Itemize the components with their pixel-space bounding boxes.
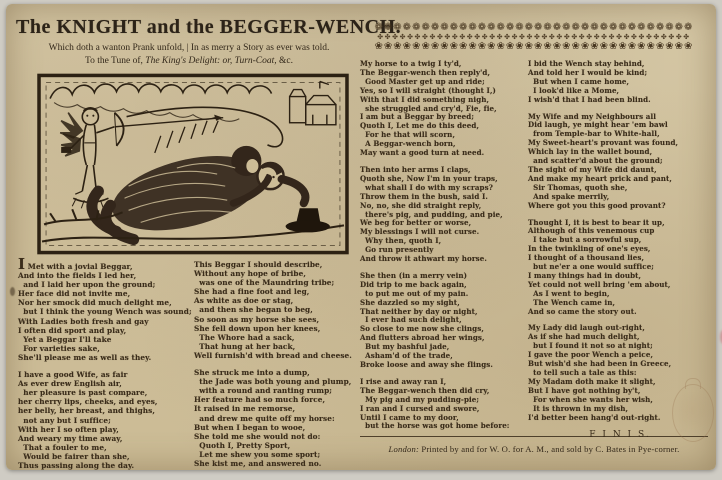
verse-line: That neither by day or night,	[360, 306, 478, 316]
verse-line: That hung at her back,	[194, 341, 296, 351]
verse-line: That a fouler to me,	[18, 442, 107, 452]
imprint-place: London:	[388, 444, 420, 454]
verse-line: And throw it athwart my horse.	[360, 254, 487, 264]
verse-line: In the twinkling of one's eyes,	[528, 244, 651, 254]
embossed-stamp	[672, 384, 714, 442]
verse-line: I have a good Wife, as fair	[18, 370, 128, 380]
verse-line: She had a fine foot and leg,	[194, 287, 310, 297]
verse-line: We beg for better or worse,	[360, 218, 472, 228]
ornament-band	[356, 22, 712, 52]
verse-line: My horse to a twig I ty'd,	[360, 59, 462, 68]
verse-line: I often did sport and play,	[18, 325, 127, 335]
verse-line: With that I did something nigh,	[360, 94, 490, 104]
verse-line: And spake merrily,	[528, 191, 610, 201]
verse-line: her belly, her breast, and thighs,	[18, 406, 156, 416]
verse-line: I gave the poor Wench a peice,	[528, 350, 654, 360]
cupid-torso	[83, 125, 96, 165]
finis-label: F I N I S.	[589, 430, 651, 441]
verse-line: It raised in me remorse,	[194, 404, 296, 414]
verse-line: I wish'd that I had been blind.	[528, 94, 651, 104]
verse-line: It is thrown in my dish,	[528, 403, 629, 413]
verse-line: May want a good turn at need.	[360, 148, 485, 158]
page-title: The KNIGHT and the BEGGER-WENCH.	[16, 16, 402, 38]
verse-line: No, no, she did straight reply,	[360, 200, 482, 210]
verse-line: I look'd like a Mome,	[528, 85, 620, 95]
verse-line: I thought of a thousand lies,	[528, 253, 645, 263]
verse-line: Which lay in the wallet bound,	[528, 147, 653, 157]
grass-spikes	[155, 121, 218, 153]
verse-line: Nor her smock did much delight me,	[18, 298, 172, 308]
cupid-arm	[96, 127, 114, 133]
broadside-sheet	[6, 4, 716, 470]
castle	[290, 81, 336, 124]
verse-line: Then into her arms I claps,	[360, 164, 471, 174]
verse-line: As I went to begin,	[528, 288, 610, 298]
ornament-row-3: ❀❀❀❀❀❀❀❀❀❀❀❀❀❀❀❀❀❀❀❀❀❀❀❀❀❀❀❀❀❀❀❀❀❀	[374, 41, 694, 52]
verse-line: Quoth she, Now I'm in your traps,	[360, 173, 498, 183]
verse-line: My Madam doth make it slight,	[528, 376, 656, 386]
right-verse-columns	[360, 60, 712, 440]
verse-line: With her I so often play,	[18, 424, 119, 434]
verse-line: I bid the Wench stay behind,	[528, 59, 645, 68]
verse-line: what shall I do with my scraps?	[360, 182, 493, 192]
verse-line: Although of this venemous cup	[528, 226, 655, 236]
verse-line: And into the fields I led her,	[18, 271, 137, 281]
woodcut-illustration	[36, 72, 350, 256]
imprint-line	[356, 444, 712, 454]
verse-line: Yet could not well bring 'em about,	[528, 279, 671, 289]
verse-line: So soon as my horse she sees,	[194, 314, 320, 324]
verse-line: My Lady did laugh out-right,	[528, 323, 645, 333]
verse-line: Throw them in the bush, said I.	[360, 191, 488, 201]
verse-line: For he that will scorn,	[360, 130, 456, 140]
stanza	[360, 60, 520, 158]
verse-line: I am but a Beggar by breed;	[360, 112, 475, 122]
stanza	[360, 272, 520, 370]
verse-line: So close to me now she clings,	[360, 324, 484, 334]
cupid-head	[82, 109, 98, 125]
verse-line: My Sweet-heart's provant was found,	[528, 138, 679, 148]
verse-line: The Beggar-wench then did cry,	[360, 385, 490, 395]
verse-line: But when I began to wooe,	[194, 422, 306, 432]
verse-line: She'll please me as well as they.	[18, 352, 152, 362]
subtitle: Which doth a wanton Prank unfold, | In as merry a Story as ever was told.	[48, 43, 330, 53]
verse-line: Sir Thomas, quoth she,	[528, 182, 628, 192]
verse-line: to tell such a tale as this:	[528, 368, 637, 377]
verse-line: Would be fairer than she,	[18, 451, 130, 461]
verse-line: the Jade was both young and plump,	[194, 377, 352, 387]
verse-line: Go run presently	[360, 245, 434, 255]
stanza	[360, 166, 520, 264]
tune-suffix: &c.	[279, 56, 294, 66]
verse-line: Yes, so I will straight (thought I,)	[360, 85, 496, 95]
verse-line: As if she had much delight,	[528, 332, 640, 342]
stanza	[194, 368, 362, 468]
verse-line: But I have got nothing by't,	[528, 385, 641, 395]
verse-line: As ever drew English air,	[18, 379, 122, 389]
verse-line: My Wife and my Neighbours all	[528, 111, 657, 121]
verse-line: The Beggar-wench then reply'd,	[360, 67, 491, 77]
verse-line: But when I came home,	[528, 76, 630, 86]
verse-line: As white as doe or stag,	[194, 296, 294, 306]
verse-line: and I laid her upon the ground;	[18, 280, 156, 290]
verse-line: I'd better been hang'd out-right.	[528, 412, 661, 422]
verse-line: For when she wants her wish,	[528, 394, 653, 404]
verse-line: she struggled and cry'd, Fie, fie,	[360, 103, 497, 113]
verse-column-3	[360, 60, 520, 440]
verse-line: Why then, quoth I,	[360, 236, 442, 246]
embracing-couple	[92, 121, 306, 244]
verse-line: Did trip to me back again,	[360, 279, 467, 289]
verse-line: but I think the young Wench was sound;	[18, 307, 192, 317]
verse-line: Without any hope of bribe,	[194, 269, 307, 279]
verse-line: Let me shew you some sport;	[194, 449, 321, 459]
verse-line: And make my heart prick and pant,	[528, 173, 672, 183]
verse-line: But wish'd she had been in Greece,	[528, 359, 672, 369]
stanza	[194, 260, 362, 360]
verse-line: I Met with a jovial Beggar,	[18, 255, 133, 273]
verse-line: My pig and my pudding-pie;	[360, 394, 480, 404]
verse-line: She fell down upon her knees,	[194, 323, 321, 333]
verse-line: there's pig, and pudding, and pie,	[360, 209, 503, 219]
verse-line: I many things had in doubt,	[528, 270, 642, 280]
verse-line: her cherry lips, cheeks, and eyes,	[18, 397, 158, 407]
stanza	[18, 370, 186, 470]
verse-line: Thus passing along the day.	[18, 460, 135, 470]
verse-column-2	[194, 260, 362, 478]
verse-line: Yet a Beggar I'll take	[18, 334, 112, 344]
verse-line: Quoth I, Pretty Sport,	[194, 440, 291, 450]
cupid-legs	[82, 165, 96, 191]
verse-line: I ran and I cursed and swore,	[360, 403, 480, 413]
verse-line: Where got you this good provant?	[528, 200, 666, 210]
hat	[286, 208, 330, 232]
verse-line: to put me out of my pain.	[360, 288, 469, 298]
verse-line: She told me she would not do:	[194, 431, 321, 441]
verse-line: and then she began to beg,	[194, 305, 313, 315]
imprint-divider	[360, 436, 708, 437]
verse-line: Her face did not invite me,	[18, 289, 131, 299]
left-verse-columns	[18, 255, 362, 478]
verse-line: And weary my time away,	[18, 433, 123, 443]
stanza	[528, 60, 712, 105]
verse-line: She dazzled so my sight,	[360, 297, 460, 307]
verse-line: The Wench came in,	[528, 297, 616, 307]
imprint-text: Printed by and for W. O. for A. M., and sold by C. Bates in Pye-corner.	[419, 444, 680, 454]
verse-line: I rise and away ran I,	[360, 376, 447, 386]
verse-column-1	[18, 255, 192, 478]
ornament-row-2: ✤✤✤✤✤✤✤✤✤✤✤✤✤✤✤✤✤✤✤✤✤✤✤✤✤✤✤✤✤✤✤✤✤✤✤✤✤✤✤✤✤✤	[377, 33, 691, 41]
verse-line: Quoth I, Let me do this deed,	[360, 121, 480, 131]
tune-title: The King's Delight: or, Turn-Coat,	[145, 56, 277, 66]
stanza	[528, 113, 712, 211]
verse-line: Until I came to my door,	[360, 412, 459, 422]
verse-line: Well furnish'd with bread and cheese.	[194, 350, 352, 360]
verse-line: with a round and ranting rump;	[194, 386, 333, 396]
verse-line: her pleasure is past compare,	[18, 388, 148, 398]
verse-line: Broke loose and away she flings.	[360, 360, 493, 369]
clouds	[50, 84, 271, 121]
verse-line: Good Master get up and ride;	[360, 76, 485, 86]
verse-line: And flutters abroad her wings,	[360, 333, 485, 343]
verse-line: I ever had such delight,	[360, 315, 462, 325]
verse-line: I take but a sorrowful sup,	[528, 235, 642, 245]
verse-line: She kist me, and answered no.	[194, 458, 322, 468]
verse-column-4-stanzas	[528, 60, 712, 422]
verse-line: But my bashful jade,	[360, 342, 450, 352]
verse-line: but the horse was got home before:	[360, 421, 510, 431]
verse-line: My blessings I will not curse.	[360, 227, 480, 237]
right-half	[356, 12, 712, 466]
stanza	[18, 255, 192, 362]
verse-line: but ne'er a one would suffice;	[528, 262, 655, 272]
verse-line: was one of the Maundring tribe;	[194, 278, 335, 288]
verse-line: She struck me into a dump,	[194, 368, 310, 378]
verse-line: not any but I suffice;	[18, 415, 111, 425]
verse-line: Thought I, it is best to bear it up,	[528, 217, 665, 227]
verse-line: A Beggar-wench born,	[360, 139, 456, 149]
verse-line: This Beggar I should describe,	[194, 260, 323, 269]
tune-prefix: To the Tune of,	[84, 56, 143, 66]
verse-line: The sight of my Wife did daunt,	[528, 164, 657, 174]
ornament-row-1: ❁❁❁❁❁❁❁❁❁❁❁❁❁❁❁❁❁❁❁❁❁❁❁❁❁❁❁❁❁❁❁❁❁❁	[374, 22, 694, 33]
stanza	[360, 378, 520, 431]
verse-line: She then (in a merry vein)	[360, 270, 468, 280]
verse-line: Her feature had so much force,	[194, 395, 326, 405]
tune-line	[16, 56, 362, 66]
verse-line: And told her I would be kind;	[528, 67, 648, 77]
verse-line: from Temple-bar to White-hall,	[528, 129, 660, 139]
verse-line: but I found it not so at night;	[528, 341, 653, 351]
stanza	[528, 219, 712, 317]
verse-line: Asham'd of the trade,	[360, 351, 453, 361]
verse-line: For varieties sake,	[18, 343, 100, 353]
verse-line: and scatter'd about the ground;	[528, 156, 663, 166]
verse-line: The Whore had a sack,	[194, 332, 295, 342]
verse-line: With Ladies both fresh and gay	[18, 316, 149, 326]
ink-speck	[10, 287, 15, 296]
verse-line: Did laugh, ye might hear 'em bawl	[528, 120, 668, 130]
verse-line: And so came the story out.	[528, 306, 637, 316]
verse-line: and drew me quite off my horse:	[194, 413, 335, 423]
